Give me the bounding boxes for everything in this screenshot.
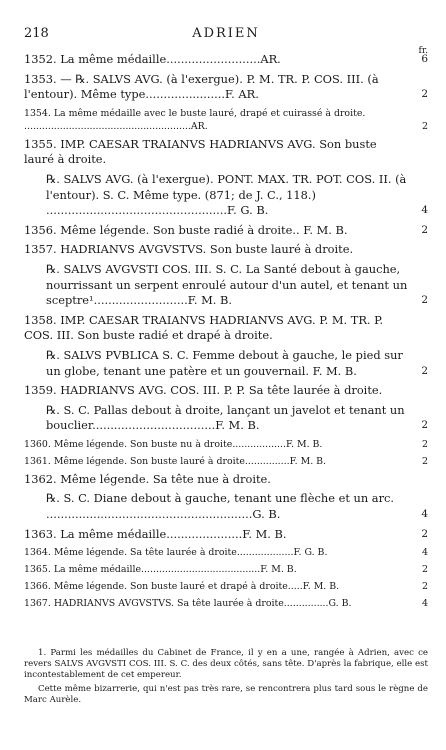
- rarity-value: 2: [421, 438, 428, 450]
- page-header: [24, 26, 428, 56]
- entry-text: 1367. HADRIANVS AVGVSTVS. Sa tête laurée à droite...............G. B.: [24, 598, 352, 610]
- rarity-value: 2: [421, 564, 428, 576]
- rarity-value: 4: [421, 204, 428, 217]
- rarity-value: 2: [421, 455, 428, 467]
- catalogue-entry: [24, 597, 428, 610]
- entry-text: 1354. La même médaille avec le buste lauré, drapé et cuirassé à droite. ........................................................AR.: [24, 107, 366, 132]
- catalogue-entry: [24, 107, 428, 133]
- rarity-value: 4: [421, 508, 428, 521]
- rarity-value: 4: [421, 547, 428, 559]
- catalogue-entries: [24, 52, 428, 614]
- catalogue-entry: [24, 438, 428, 451]
- rarity-value: 2: [421, 364, 428, 377]
- catalogue-entry: [24, 455, 428, 468]
- footnotes: [24, 648, 428, 708]
- catalogue-entry: [24, 580, 428, 593]
- entry-text: 1357. HADRIANVS AVGVSTVS. Son buste lauré à droite.: [24, 242, 354, 257]
- rarity-value: 2: [421, 120, 428, 132]
- reverse-description: [24, 172, 428, 219]
- catalogue-entry: [24, 313, 428, 344]
- reverse-description: [24, 491, 428, 522]
- entry-text: 1358. IMP. CAESAR TRAIANVS HADRIANVS AVG. P. M. TR. P. COS. III. Son buste radié et drapé à droite.: [24, 312, 384, 343]
- catalogue-entry: [24, 137, 428, 168]
- entry-text: 1352. La même médaille..........................AR.: [24, 52, 281, 66]
- entry-text: 1361. Même légende. Son buste lauré à droite...............F. M. B.: [24, 455, 327, 467]
- rarity-value: 2: [421, 88, 428, 101]
- rarity-value: 2: [421, 223, 428, 236]
- entry-text: ℞. SALVS AVGVSTI COS. III. S. C. La Santé debout à gauche, nourrissant un serpent enroulé autour d'un autel, et tenant un sceptre¹..........................F. M. B.: [46, 261, 408, 308]
- entry-text: 1366. Même légende. Son buste lauré et drapé à droite.....F. M. B.: [24, 581, 340, 593]
- catalogue-entry: [24, 72, 428, 103]
- entry-text: 1362. Même légende. Sa tête nue à droite.: [24, 471, 271, 486]
- entry-text: 1356. Même légende. Son buste radié à droite.. F. M. B.: [24, 222, 348, 237]
- catalogue-entry: [24, 242, 428, 258]
- footnote-paragraph: Cette même bizarrerie, qui n'est pas très rare, se rencontrera plus tard sous le règne de Marc Aurèle.: [24, 683, 428, 705]
- reverse-description: [24, 403, 428, 434]
- rarity-value: 6: [421, 53, 428, 65]
- catalogue-entry: [24, 383, 428, 399]
- rarity-value: 4: [421, 598, 428, 610]
- page-title: ADRIEN: [192, 26, 260, 41]
- rarity-value: 2: [421, 527, 428, 540]
- reverse-description: [24, 262, 428, 309]
- catalogue-entry: [24, 472, 428, 488]
- entry-text: ℞. SALVS AVG. (à l'exergue). PONT. MAX. TR. POT. COS. II. (à l'entour). S. C. Même type. (871; de J. C., 118.) ..................................................F. G. B.: [46, 171, 407, 218]
- entry-text: 1353. — ℞. SALVS AVG. (à l'exergue). P. M. TR. P. COS. III. (à l'entour). Même type......................F. AR.: [24, 71, 379, 102]
- entry-text: 1359. HADRIANVS AVG. COS. III. P. P. Sa tête laurée à droite.: [24, 383, 383, 398]
- entry-text: ℞. S. C. Diane debout à gauche, tenant une flèche et un arc. .........................................................G. B.: [46, 491, 395, 522]
- catalogue-entry: [24, 563, 428, 576]
- reverse-description: [24, 348, 428, 379]
- entry-text: 1363. La même médaille.....................F. M. B.: [24, 526, 287, 541]
- catalogue-entry: [24, 527, 428, 543]
- page-number: 218: [24, 26, 49, 41]
- column-header: fr.: [418, 46, 428, 56]
- catalogue-entry: [24, 52, 428, 68]
- catalogue-entry: [24, 546, 428, 559]
- entry-text: ℞. S. C. Pallas debout à droite, lançant un javelot et tenant un bouclier..................................F. M. B.: [46, 402, 405, 433]
- entry-text: ℞. SALVS PVBLICA S. C. Femme debout à gauche, le pied sur un globe, tenant une patère et un gouvernail. F. M. B.: [46, 347, 403, 378]
- rarity-value: 2: [421, 294, 428, 307]
- rarity-value: 2: [421, 419, 428, 432]
- catalogue-entry: [24, 223, 428, 239]
- entry-text: 1360. Même légende. Son buste nu à droite..................F. M. B.: [24, 438, 323, 450]
- rarity-value: 2: [421, 581, 428, 593]
- entry-text: 1364. Même légende. Sa tête laurée à droite...................F. G. B.: [24, 547, 328, 559]
- entry-text: 1365. La même médaille........................................F. M. B.: [24, 564, 297, 576]
- footnote-paragraph: 1. Parmi les médailles du Cabinet de France, il y en a une, rangée à Adrien, avec ce revers SALVS AVGVSTI COS. III. S. C. des deux côtés, sans tête. D'après la fabrique, elle est incontestablement de cet empereur.: [24, 648, 428, 681]
- entry-text: 1355. IMP. CAESAR TRAIANVS HADRIANVS AVG. Son buste lauré à droite.: [24, 136, 377, 167]
